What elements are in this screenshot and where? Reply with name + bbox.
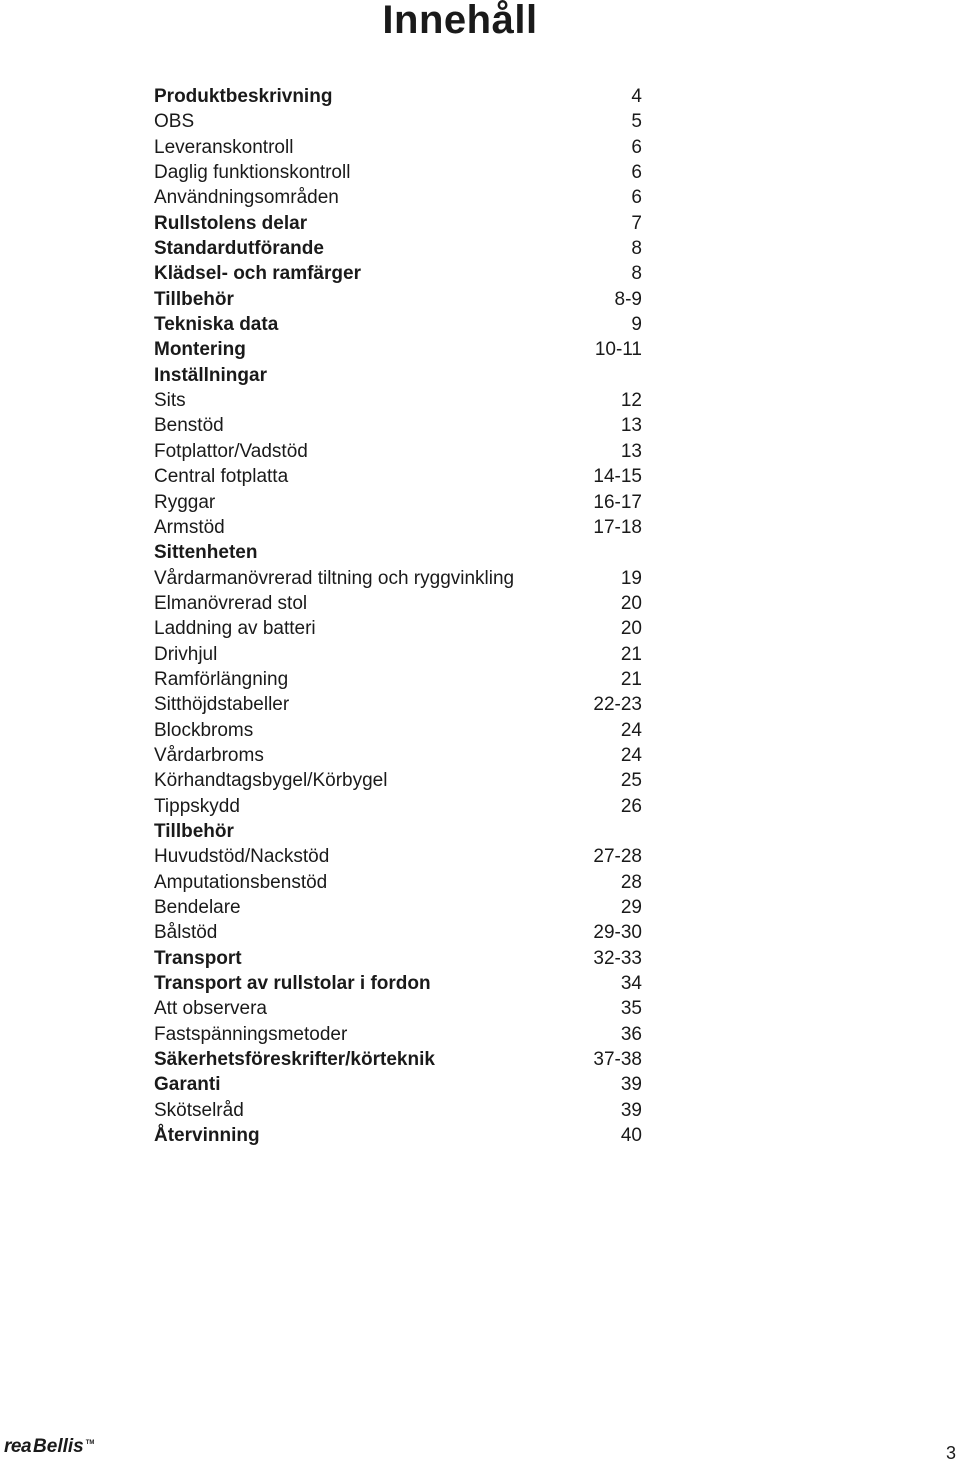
- toc-entry: [154, 920, 644, 945]
- toc-entry-label: Klädsel- och ramfärger: [154, 263, 361, 285]
- toc-entry-label: Inställningar: [154, 364, 267, 386]
- trademark-mark: TM: [85, 1440, 95, 1446]
- toc-entry-label: Rullstolens delar: [154, 212, 308, 234]
- toc-entry-page: 14-15: [593, 466, 642, 488]
- toc-entry: [154, 692, 644, 717]
- toc-entry: [154, 1072, 644, 1097]
- toc-entry-page: 40: [620, 1125, 642, 1147]
- toc-entry-label: Att observera: [154, 998, 267, 1020]
- toc-entry-label: Laddning av batteri: [154, 618, 316, 640]
- toc-entry-label: Leveranskontroll: [154, 136, 294, 158]
- toc-entry-label: Tillbehör: [154, 820, 234, 842]
- toc-entry-label: Användningsområden: [154, 187, 339, 209]
- toc-entry: [154, 236, 644, 261]
- toc-entry-page: 24: [620, 744, 642, 766]
- toc-entry: [154, 870, 644, 895]
- toc-entry-page: 39: [620, 1099, 642, 1121]
- toc-entry-label: Sits: [154, 390, 186, 412]
- toc-entry-page: 20: [620, 618, 642, 640]
- toc-entry-label: Daglig funktionskontroll: [154, 162, 351, 184]
- toc-entry: [154, 895, 644, 920]
- toc-entry: [154, 819, 644, 844]
- toc-entry-page: 36: [620, 1023, 642, 1045]
- toc-entry: [154, 135, 644, 160]
- toc-entry-page: 34: [620, 973, 642, 995]
- toc-entry: [154, 667, 644, 692]
- toc-entry-page: 27-28: [593, 846, 642, 868]
- toc-entry-page: 21: [620, 643, 642, 665]
- toc-entry-label: Drivhjul: [154, 643, 218, 665]
- page-number: 3: [945, 1443, 956, 1463]
- toc-entry-label: Blockbroms: [154, 719, 254, 741]
- toc-entry: [154, 363, 644, 388]
- toc-entry-page: 17-18: [593, 516, 642, 538]
- toc-entry-label: Tekniska data: [154, 314, 279, 336]
- toc-entry-label: Ryggar: [154, 491, 216, 513]
- toc-entry-label: Armstöd: [154, 516, 225, 538]
- toc-entry: [154, 109, 644, 134]
- brand-logo: [4, 1436, 94, 1458]
- toc-entry: [154, 1098, 644, 1123]
- toc-entry-page: 21: [620, 668, 642, 690]
- toc-entry-page: 28: [620, 871, 642, 893]
- toc-entry-page: 9: [631, 314, 642, 336]
- toc-entry: [154, 591, 644, 616]
- brand-bellis-text: Bellis: [33, 1436, 84, 1457]
- toc-entry: [154, 287, 644, 312]
- toc-entry-label: Fastspänningsmetoder: [154, 1023, 348, 1045]
- toc-entry-label: Transport: [154, 947, 242, 969]
- toc-entry-page: 6: [631, 162, 642, 184]
- toc-entry: [154, 1123, 644, 1148]
- toc-entry-page: 6: [631, 136, 642, 158]
- toc-entry-page: 39: [620, 1074, 642, 1096]
- toc-entry-page: 8: [631, 263, 642, 285]
- toc-entry: [154, 185, 644, 210]
- page-title: Innehåll: [382, 0, 538, 42]
- toc-entry-label: Amputationsbenstöd: [154, 871, 328, 893]
- toc-entry-page: 8: [631, 238, 642, 260]
- toc-entry: [154, 490, 644, 515]
- toc-entry-label: Central fotplatta: [154, 466, 289, 488]
- toc-entry-label: Produktbeskrivning: [154, 86, 333, 107]
- toc-entry: [154, 1022, 644, 1047]
- toc-entry-page: 35: [620, 998, 642, 1020]
- toc-entry-label: Skötselråd: [154, 1099, 244, 1121]
- toc-entry-label: Fotplattor/Vadstöd: [154, 440, 308, 462]
- toc-entry-label: Återvinning: [154, 1125, 260, 1147]
- toc-entry: [154, 616, 644, 641]
- table-of-contents: [154, 84, 644, 1148]
- toc-entry-page: 37-38: [593, 1049, 642, 1071]
- toc-entry-label: Säkerhetsföreskrifter/körteknik: [154, 1049, 435, 1071]
- toc-entry-page: 20: [620, 592, 642, 614]
- toc-entry: [154, 464, 644, 489]
- toc-entry: [154, 160, 644, 185]
- toc-entry: [154, 388, 644, 413]
- toc-entry: [154, 337, 644, 362]
- toc-entry: [154, 312, 644, 337]
- toc-entry: [154, 718, 644, 743]
- toc-entry-label: Bendelare: [154, 897, 241, 918]
- toc-entry-page: 10-11: [594, 339, 642, 361]
- toc-entry-label: Standardutförande: [154, 238, 324, 260]
- toc-entry: [154, 794, 644, 819]
- toc-entry: [154, 261, 644, 286]
- toc-entry-page: 22-23: [593, 694, 642, 716]
- toc-entry-label: Sittenheten: [154, 542, 258, 564]
- toc-entry-label: Tillbehör: [154, 288, 234, 310]
- toc-entry-page: 19: [620, 567, 642, 589]
- toc-entry-label: Benstöd: [154, 415, 224, 437]
- toc-entry: [154, 1047, 644, 1072]
- toc-entry-label: Ramförlängning: [154, 668, 289, 690]
- toc-entry-page: 13: [620, 440, 642, 462]
- toc-entry-page: 8-9: [614, 288, 642, 310]
- toc-entry-label: Elmanövrerad stol: [154, 592, 308, 614]
- toc-entry-label: Bålstöd: [154, 922, 218, 944]
- toc-entry: [154, 211, 644, 236]
- toc-entry-page: 29-30: [593, 922, 642, 944]
- toc-entry: [154, 971, 644, 996]
- toc-entry: [154, 996, 644, 1021]
- toc-entry-label: Vårdarmanövrerad tiltning och ryggvinkling: [154, 567, 515, 589]
- toc-entry-page: 26: [620, 795, 642, 817]
- toc-entry: [154, 743, 644, 768]
- toc-entry-label: OBS: [154, 111, 195, 133]
- toc-entry-label: Transport av rullstolar i fordon: [154, 973, 431, 995]
- toc-entry: [154, 413, 644, 438]
- toc-entry-page: 7: [631, 212, 642, 234]
- toc-entry: [154, 946, 644, 971]
- toc-entry-page: 12: [620, 390, 642, 412]
- toc-entry: [154, 844, 644, 869]
- toc-entry-label: Vårdarbroms: [154, 744, 264, 766]
- toc-entry-label: Körhandtagsbygel/Körbygel: [154, 770, 388, 792]
- toc-entry-label: Huvudstöd/Nackstöd: [154, 846, 330, 868]
- brand-rea-text: rea: [4, 1436, 32, 1457]
- toc-entry: [154, 515, 644, 540]
- toc-entry-page: 5: [631, 111, 642, 133]
- toc-entry-label: Tippskydd: [154, 795, 240, 817]
- toc-entry: [154, 439, 644, 464]
- toc-entry-page: 32-33: [593, 947, 642, 969]
- toc-entry-page: 4: [631, 86, 642, 107]
- toc-entry: [154, 768, 644, 793]
- toc-entry: [154, 642, 644, 667]
- toc-entry: [154, 540, 644, 565]
- toc-entry-page: 16-17: [593, 491, 642, 513]
- toc-entry-label: Garanti: [154, 1074, 221, 1096]
- toc-entry: [154, 84, 644, 109]
- toc-entry-page: 24: [620, 719, 642, 741]
- toc-entry-page: 25: [620, 770, 642, 792]
- toc-entry-label: Montering: [154, 339, 246, 361]
- toc-entry-page: 13: [620, 415, 642, 437]
- toc-entry-page: 29: [620, 897, 642, 918]
- toc-entry-label: Sitthöjdstabeller: [154, 694, 290, 716]
- toc-entry: [154, 566, 644, 591]
- toc-entry-page: 6: [631, 187, 642, 209]
